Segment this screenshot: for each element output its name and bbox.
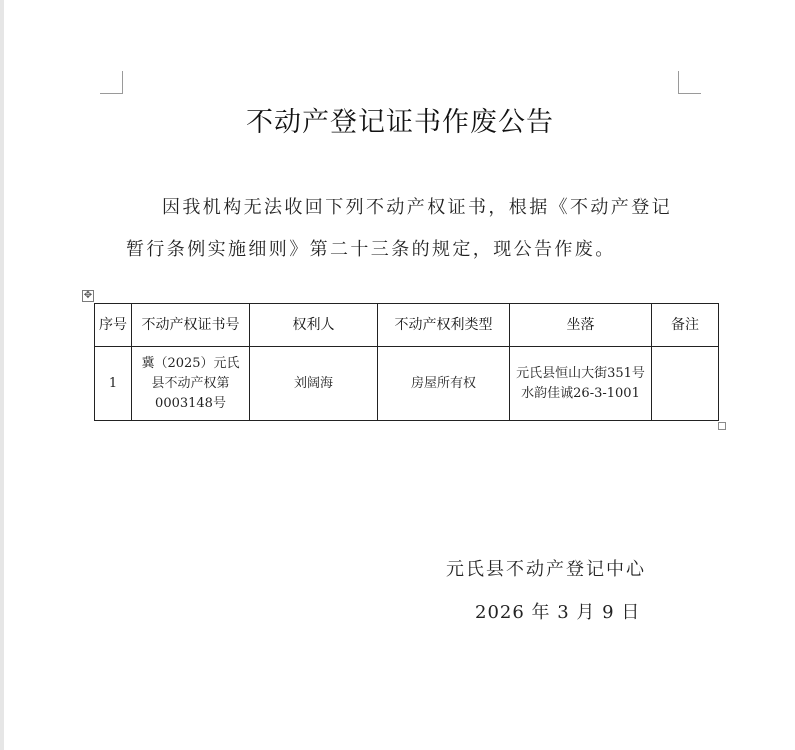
document-title: 不动产登记证书作废公告 bbox=[246, 107, 554, 138]
certificate-table bbox=[94, 303, 719, 421]
issuing-authority: 元氏县不动产登记中心 bbox=[446, 559, 646, 580]
margin-marker-top-right bbox=[678, 71, 701, 94]
body-paragraph: 因我机构无法收回下列不动产权证书，根据《不动产登记暂行条例实施细则》第二十三条的规定，现公告作废。 bbox=[126, 197, 672, 260]
cell-remarks bbox=[652, 347, 719, 421]
margin-marker-top-left bbox=[100, 71, 123, 94]
header-seq: 序号 bbox=[95, 304, 132, 347]
header-right-type: 不动产权利类型 bbox=[378, 304, 510, 347]
table-row bbox=[95, 347, 719, 421]
issue-date: 2026 年 3 月 9 日 bbox=[475, 602, 641, 623]
header-cert-number: 不动产权证书号 bbox=[132, 304, 250, 347]
header-remarks: 备注 bbox=[652, 304, 719, 347]
cell-location: 元氏县恒山大街351号水韵佳诚26-3-1001 bbox=[510, 347, 652, 421]
table-move-handle-icon[interactable]: ✥ bbox=[83, 290, 93, 301]
cell-seq: 1 bbox=[95, 347, 132, 421]
cell-cert-number: 冀（2025）元氏县不动产权第0003148号 bbox=[132, 347, 250, 421]
header-location: 坐落 bbox=[510, 304, 652, 347]
table-resize-handle[interactable] bbox=[718, 422, 726, 430]
cell-right-holder: 刘阔海 bbox=[250, 347, 378, 421]
header-right-holder: 权利人 bbox=[250, 304, 378, 347]
table-header-row bbox=[95, 304, 719, 347]
cell-right-type: 房屋所有权 bbox=[378, 347, 510, 421]
